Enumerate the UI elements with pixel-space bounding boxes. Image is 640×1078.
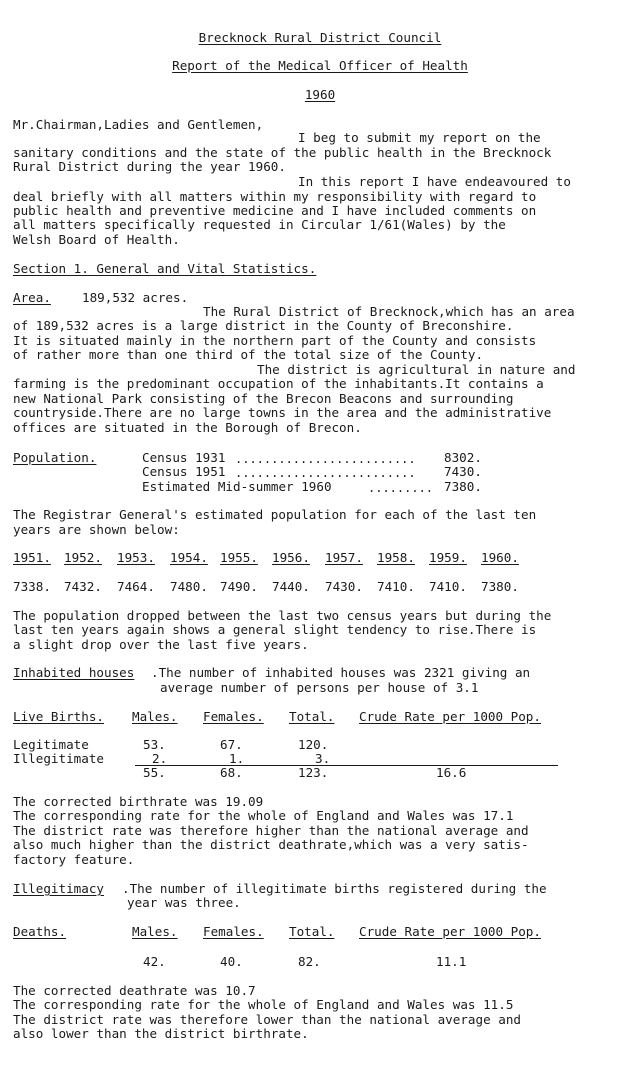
- area-text-line: of rather more than one third of the total size of the County.: [13, 347, 484, 362]
- births-cell: 67.: [220, 737, 243, 752]
- illegitimacy-text-line: year was three.: [127, 895, 241, 910]
- deaths-col-header: Males.: [132, 924, 178, 939]
- births-total-cell: 68.: [220, 765, 243, 780]
- intro-text-line: Rural District during the year 1960.: [13, 159, 286, 174]
- year-header: 1955.: [220, 550, 258, 565]
- intro-text-line: all matters specifically requested in Circular 1/61(Wales) by the: [13, 217, 506, 232]
- deaths-note-line: The district rate was therefore lower than the national average and: [13, 1012, 521, 1027]
- population-row-label: Census 1931: [142, 450, 226, 465]
- registrar-text-line: The Registrar General's estimated population for each of the last ten: [13, 507, 537, 522]
- houses-text-line: .The number of inhabited houses was 2321 giving an: [151, 665, 531, 680]
- section-title: Section 1. General and Vital Statistics.: [13, 261, 317, 276]
- deaths-col-header: Crude Rate per 1000 Pop.: [359, 924, 541, 939]
- deaths-note-line: The corrected deathrate was 10.7: [13, 983, 256, 998]
- area-value: 189,532 acres.: [82, 290, 189, 305]
- deaths-col-header: Total.: [289, 924, 335, 939]
- deaths-note-line: The corresponding rate for the whole of England and Wales was 11.5: [13, 997, 514, 1012]
- illegitimacy-text-line: .The number of illegitimate births registered during the: [122, 881, 547, 896]
- year-population-value: 7432.: [64, 579, 102, 594]
- report-year: 1960: [304, 87, 336, 102]
- population-row-value: 7430.: [444, 464, 482, 479]
- population-row-label: Estimated Mid-summer 1960: [142, 479, 332, 494]
- births-col-header: Crude Rate per 1000 Pop.: [359, 709, 541, 724]
- houses-label: Inhabited houses: [13, 665, 135, 680]
- population-row-value: 7380.: [444, 479, 482, 494]
- registrar-text-line: years are shown below:: [13, 522, 180, 537]
- area-text-line: of 189,532 acres is a large district in the County of Breconshire.: [13, 318, 514, 333]
- births-total-cell: 55.: [143, 765, 166, 780]
- population-comment-line: last ten years again shows a general slight tendency to rise.There is: [13, 622, 537, 637]
- population-dot-leader: .........................: [235, 466, 416, 480]
- deaths-crude-rate: 11.1: [436, 954, 467, 969]
- year-population-value: 7464.: [117, 579, 155, 594]
- year-population-value: 7380.: [481, 579, 519, 594]
- intro-text-line: deal briefly with all matters within my responsibility with regard to: [13, 189, 537, 204]
- population-row-label: Census 1951: [142, 464, 226, 479]
- year-header: 1953.: [117, 550, 155, 565]
- births-row-label: Legitimate: [13, 737, 89, 752]
- intro-text-line: Welsh Board of Health.: [13, 232, 180, 247]
- births-col-header: Females.: [203, 709, 264, 724]
- intro-text-line: I beg to submit my report on the: [298, 130, 541, 145]
- population-dot-leader: .........: [368, 481, 434, 495]
- report-title: Report of the Medical Officer of Health: [172, 58, 468, 73]
- area-text-line: countryside.There are no large towns in the area and the administrative: [13, 405, 552, 420]
- year-header: 1957.: [325, 550, 363, 565]
- area-text-line: The district is agricultural in nature and: [257, 362, 576, 377]
- intro-text-line: sanitary conditions and the state of the public health in the Brecknock: [13, 145, 552, 160]
- year-population-value: 7430.: [325, 579, 363, 594]
- population-comment-line: The population dropped between the last two census years but during the: [13, 608, 552, 623]
- births-note-line: The corresponding rate for the whole of England and Wales was 17.1: [13, 808, 514, 823]
- intro-text-line: In this report I have endeavoured to: [298, 174, 571, 189]
- births-col-header: Total.: [289, 709, 335, 724]
- deaths-cell: 82.: [298, 954, 321, 969]
- births-cell: 53.: [143, 737, 166, 752]
- births-crude-rate: 16.6: [436, 765, 467, 780]
- illegitimacy-label: Illegitimacy: [13, 881, 104, 896]
- year-population-value: 7410.: [429, 579, 467, 594]
- births-label: Live Births.: [13, 709, 104, 724]
- births-note-line: The district rate was therefore higher than the national average and: [13, 823, 529, 838]
- year-population-value: 7480.: [170, 579, 208, 594]
- houses-text-line: average number of persons per house of 3.1: [160, 680, 479, 695]
- year-header: 1959.: [429, 550, 467, 565]
- deaths-note-line: also lower than the district birthrate.: [13, 1026, 309, 1041]
- deaths-col-header: Females.: [203, 924, 264, 939]
- intro-text-line: public health and preventive medicine and I have included comments on: [13, 203, 537, 218]
- area-text-line: farming is the predominant occupation of the inhabitants.It contains a: [13, 376, 544, 391]
- births-row-label: Illegitimate: [13, 751, 104, 766]
- births-cell: 3.: [315, 751, 331, 766]
- area-text-line: It is situated mainly in the northern part of the County and consists: [13, 333, 537, 348]
- year-header: 1951.: [13, 550, 51, 565]
- year-header: 1956.: [272, 550, 310, 565]
- area-label: Area.: [13, 290, 51, 305]
- births-note-line: factory feature.: [13, 852, 135, 867]
- population-label: Population.: [13, 450, 97, 465]
- deaths-label: Deaths.: [13, 924, 67, 939]
- births-cell: 1.: [229, 751, 245, 766]
- population-row-value: 8302.: [444, 450, 482, 465]
- deaths-cell: 40.: [220, 954, 243, 969]
- births-note-line: also much higher than the district deathrate,which was a very satis-: [13, 837, 529, 852]
- births-total-rule: [135, 765, 558, 766]
- population-comment-line: a slight drop over the last five years.: [13, 637, 309, 652]
- area-text-line: The Rural District of Brecknock,which has an area: [203, 304, 575, 319]
- year-population-value: 7410.: [377, 579, 415, 594]
- year-header: 1960.: [481, 550, 519, 565]
- year-population-value: 7338.: [13, 579, 51, 594]
- year-header: 1958.: [377, 550, 415, 565]
- council-title: Brecknock Rural District Council: [198, 30, 442, 45]
- year-header: 1954.: [170, 550, 208, 565]
- salutation: Mr.Chairman,Ladies and Gentlemen,: [13, 117, 264, 132]
- deaths-cell: 42.: [143, 954, 166, 969]
- births-cell: 120.: [298, 737, 329, 752]
- births-total-cell: 123.: [298, 765, 329, 780]
- births-col-header: Males.: [132, 709, 178, 724]
- year-population-value: 7440.: [272, 579, 310, 594]
- births-cell: 2.: [152, 751, 168, 766]
- area-text-line: new National Park consisting of the Brecon Beacons and surrounding: [13, 391, 514, 406]
- year-header: 1952.: [64, 550, 102, 565]
- population-dot-leader: .........................: [235, 452, 416, 466]
- year-population-value: 7490.: [220, 579, 258, 594]
- births-note-line: The corrected birthrate was 19.09: [13, 794, 264, 809]
- area-text-line: offices are situated in the Borough of Brecon.: [13, 420, 362, 435]
